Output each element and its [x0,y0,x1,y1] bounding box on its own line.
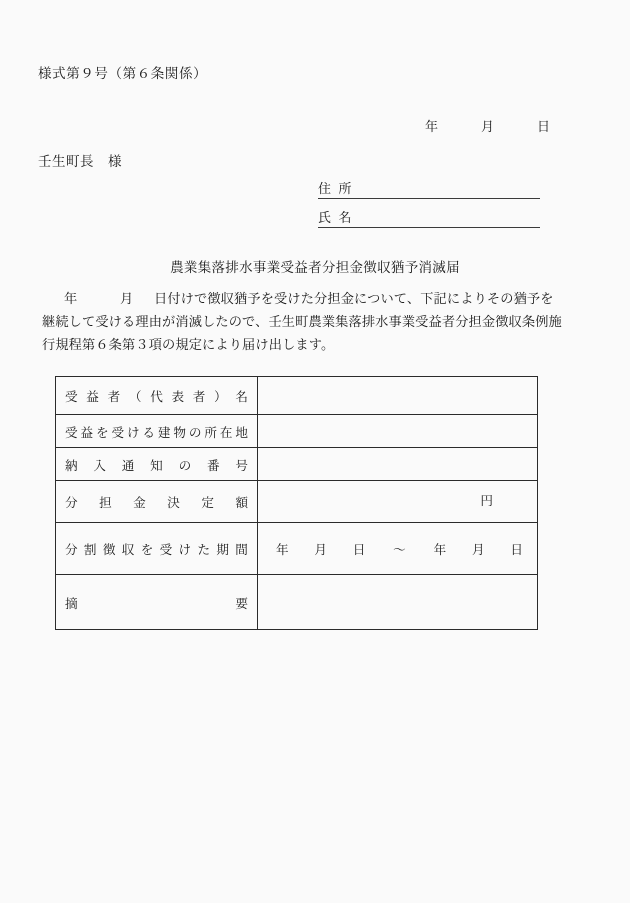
sender-name-row [318,206,540,228]
value-installment-period[interactable] [258,523,538,575]
header-date-month: 月 [480,120,494,135]
value-beneficiary-name[interactable] [258,377,538,415]
label-text: 受 益 者 （ 代 表 者 ） 名 [65,389,248,404]
body-paragraph [42,288,588,357]
period-to-day: 日 [510,542,523,557]
period-to-month: 月 [471,542,485,557]
header-date-line [425,116,550,135]
table-row-determined-amount [56,481,538,523]
addressee-name: 壬生町長 [38,154,94,170]
period-fields[interactable] [268,539,527,558]
label-text: 受 益 を 受 け る 建 物 の 所 在 地 [65,424,248,440]
label-text: 摘 要 [65,595,248,611]
label-remarks [56,575,258,630]
sender-name-label: 氏 名 [318,211,353,226]
label-determined-amount [56,481,258,523]
label-building-location [56,415,258,448]
table-row-notice-number [56,448,538,481]
header-date-day: 日 [536,120,550,135]
body-line-3: 行規程第６条第３項の規定により届け出します。 [42,338,335,353]
addressee-honorific: 様 [108,154,122,170]
label-text: 分 担 金 決 定 額 [65,495,248,510]
table-row-remarks [56,575,538,630]
body-line-2: 継続して受ける理由が消滅したので、壬生町農業集落排水事業受益者分担金徴収条例施 [42,315,562,330]
value-determined-amount[interactable] [258,481,538,523]
amount-input-area[interactable] [268,490,527,514]
label-text: 分 割 徴 収 を 受 け た 期 間 [65,542,248,557]
value-notice-number[interactable] [258,448,538,481]
period-from-month: 月 [314,542,327,557]
period-to-year: 年 [433,542,447,557]
body-date-blanks [42,288,154,311]
document-title: 農業集落排水事業受益者分担金徴収猶予消滅届 [170,260,460,276]
table-row-beneficiary-name [56,377,538,415]
label-beneficiary-name [56,377,258,415]
label-installment-period [56,523,258,575]
value-building-location[interactable] [258,415,538,448]
sender-address-row [318,177,540,199]
header-date-year: 年 [425,120,439,135]
table-row-installment-period [56,523,538,575]
label-text: 納 入 通 知 の 番 号 [65,457,248,473]
form-number: 様式第９号（第６条関係） [38,66,208,82]
label-notice-number [56,448,258,481]
sender-block [318,177,540,235]
body-line-1-text: 日付けで徴収猶予を受けた分担金について、下記によりその猶予を [154,292,554,307]
body-line-1 [42,288,588,311]
addressee-line [38,150,122,170]
period-separator: 〜 [393,542,406,557]
value-remarks[interactable] [258,575,538,630]
table-row-building-location [56,415,538,448]
sender-address-label: 住 所 [318,182,353,197]
body-date-month: 月 [120,292,134,307]
period-from-year: 年 [276,542,289,557]
amount-unit-label: 円 [480,492,493,508]
body-date-year: 年 [64,292,78,307]
form-table [55,376,538,630]
period-from-day: 日 [352,542,366,557]
